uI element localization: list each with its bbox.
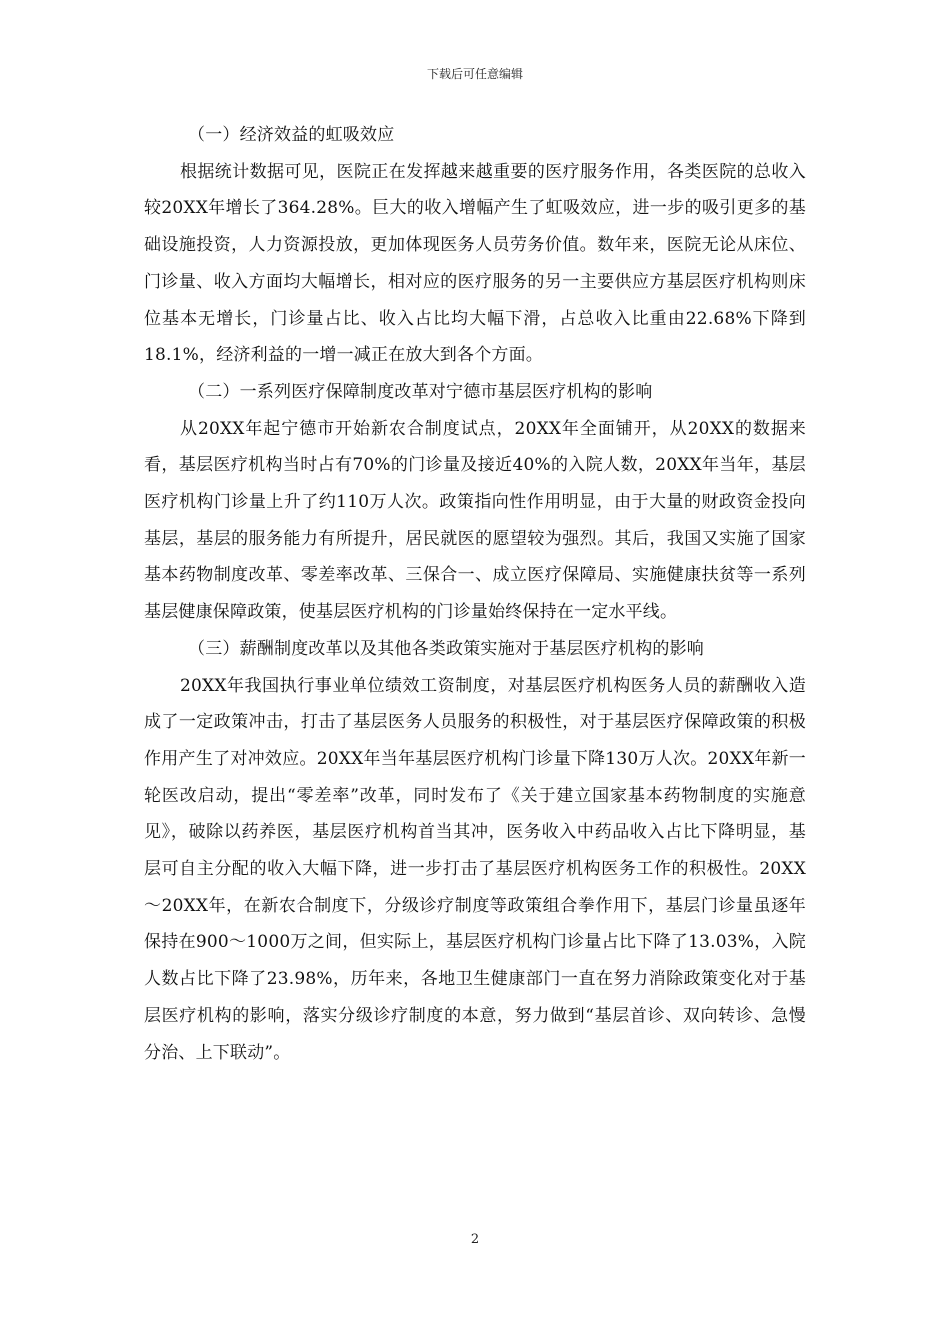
section-paragraph: 根据统计数据可见，医院正在发挥越来越重要的医疗服务作用，各类医院的总收入较20XX年增长了364.28%。巨大的收入增幅产生了虹吸效应，进一步的吸引更多的基础设施投资，人力资源投放，更加体现医务人员劳务价值。数年来，医院无论从床位、门诊量、收入方面均大幅增长，相对应的医疗服务的另一主要供应方基层医疗机构则床位基本无增长，门诊量占比、收入占比均大幅下滑，占总收入比重由22.68%下降到18.1%，经济利益的一增一减正在放大到各个方面。 xyxy=(144,161,806,366)
section-heading: （二）一系列医疗保障制度改革对宁德市基层医疗机构的影响 xyxy=(188,381,653,402)
section-heading: （三）薪酬制度改革以及其他各类政策实施对于基层医疗机构的影响 xyxy=(188,638,704,659)
section-salary-reform xyxy=(144,631,806,1071)
section-economic-siphon xyxy=(144,117,806,374)
page-header: 下载后可任意编辑 xyxy=(426,67,523,81)
section-paragraph: 从20XX年起宁德市开始新农合制度试点，20XX年全面铺开，从20XX的数据来看，基层医疗机构当时占有70%的门诊量及接近40%的入院人数，20XX年当年，基层医疗机构门诊量上升了约110万人次。政策指向性作用明显，由于大量的财政资金投向基层，基层的服务能力有所提升，居民就医的愿望较为强烈。其后，我国又实施了国家基本药物制度改革、零差率改革、三保合一、成立医疗保障局、实施健康扶贫等一系列基层健康保障政策，使基层医疗机构的门诊量始终保持在一定水平线。 xyxy=(144,418,806,623)
document-body xyxy=(144,117,806,1071)
section-insurance-reform xyxy=(144,374,806,631)
section-heading: （一）经济效益的虹吸效应 xyxy=(188,125,395,145)
section-paragraph: 20XX年我国执行事业单位绩效工资制度，对基层医疗机构医务人员的薪酬收入造成了一定政策冲击，打击了基层医务人员服务的积极性，对于基层医疗保障政策的积极作用产生了对冲效应。20XX年当年基层医疗机构门诊量下降130万人次。20XX年新一轮医改启动，提出“零差率”改革，同时发布了《关于建立国家基本药物制度的实施意见》，破除以药养医，基层医疗机构首当其冲，医务收入中药品收入占比下降明显，基层可自主分配的收入大幅下降，进一步打击了基层医疗机构医务工作的积极性。20XX～20XX年，在新农合制度下，分级诊疗制度等政策组合拳作用下，基层门诊量虽逐年保持在900～1000万之间，但实际上，基层医疗机构门诊量占比下降了13.03%，入院人数占比下降了23.98%，历年来，各地卫生健康部门一直在努力消除政策变化对于基层医疗机构的影响，落实分级诊疗制度的本意，努力做到“基层首诊、双向转诊、急慢分治、上下联动”。 xyxy=(144,675,806,1063)
page-number: 2 xyxy=(470,1232,480,1247)
